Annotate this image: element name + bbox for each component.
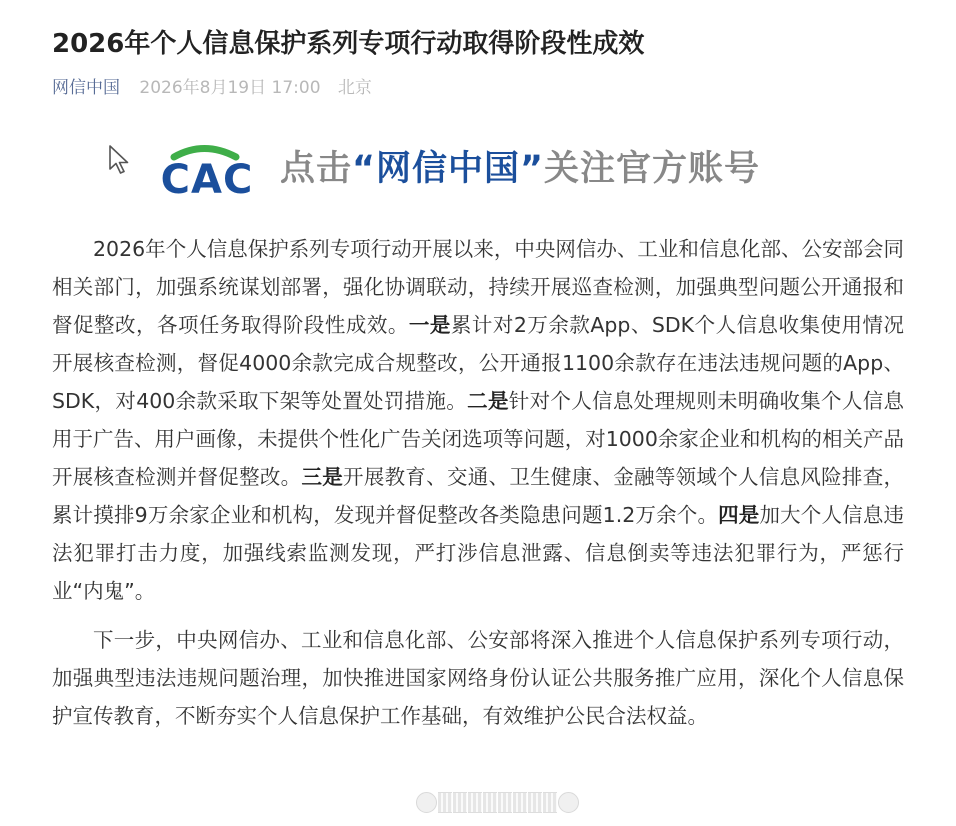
watermark-bar xyxy=(513,792,527,813)
article-title: 2026年个人信息保护系列专项行动取得阶段性成效 xyxy=(52,29,645,59)
publish-location: 北京 xyxy=(337,78,372,98)
point-2-label: 二是 xyxy=(467,389,509,413)
point-4-text: 加大个人信息违法犯罪打击力度，加强线索监测发现，严打涉信息泄露、信息倒卖等违法犯罪行为，严惩行业“内鬼”。 xyxy=(52,503,904,603)
watermark-circle xyxy=(416,792,437,813)
point-1-label: 一是 xyxy=(408,313,451,337)
mouse-pointer-icon xyxy=(108,144,130,176)
article-meta xyxy=(52,76,904,100)
source-account-link[interactable]: 网信中国 xyxy=(52,78,120,98)
watermark-bar xyxy=(468,792,482,813)
point-3-text: 开展教育、交通、卫生健康、金融等领域个人信息风险排查，累计摸排9万余家企业和机构，发现并督促整改各类隐患问题1.2万余个。 xyxy=(52,465,905,527)
cac-logo-text: CAC xyxy=(160,157,254,196)
watermark-bar xyxy=(528,792,542,813)
banner-headline xyxy=(280,144,760,194)
banner-suffix: 关注官方账号 xyxy=(544,149,761,189)
cac-logo xyxy=(136,142,278,196)
article-body xyxy=(52,230,904,735)
watermark-bar xyxy=(438,792,452,813)
paragraph-2: 下一步，中央网信办、工业和信息化部、公安部将深入推进个人信息保护系列专项行动，加强典型违法违规问题治理，加快推进国家网络身份认证公共服务推广应用，深化个人信息保护宣传教育，不断夯实个人信息保护工作基础，有效维护公民合法权益。 xyxy=(52,628,904,728)
follow-banner[interactable] xyxy=(108,140,828,200)
publish-date: 2026年8月19日 17:00 xyxy=(139,78,321,98)
watermark-circle xyxy=(558,792,579,813)
point-1-text: 累计对2万余款App、SDK个人信息收集使用情况开展核查检测，督促4000余款完成合规整改，公开通报1100余款存在违法违规问题的App、SDK，对400余款采取下架等处置处罚措施。 xyxy=(52,313,905,413)
point-4-label: 四是 xyxy=(718,503,760,527)
point-3-label: 三是 xyxy=(301,465,344,489)
watermark-bar xyxy=(483,792,497,813)
watermark-bar xyxy=(453,792,467,813)
watermark-bar xyxy=(543,792,557,813)
banner-account-name: “网信中国” xyxy=(352,149,545,189)
watermark-icon xyxy=(416,791,579,813)
paragraph-1-intro: 2026年个人信息保护系列专项行动开展以来，中央网信办、工业和信息化部、公安部会同相关部门，加强系统谋划部署，强化协调联动，持续开展巡查检测，加强典型问题公开通报和督促整改，各项任务取得阶段性成效。 xyxy=(52,237,904,337)
paragraph-1 xyxy=(52,230,904,610)
banner-prefix: 点击 xyxy=(280,149,353,189)
point-2-text: 针对个人信息处理规则未明确收集个人信息用于广告、用户画像，未提供个性化广告关闭选项等问题，对1000余家企业和机构的相关产品开展核查检测并督促整改。 xyxy=(52,389,905,489)
watermark-bar xyxy=(498,792,512,813)
article-header xyxy=(52,0,904,100)
